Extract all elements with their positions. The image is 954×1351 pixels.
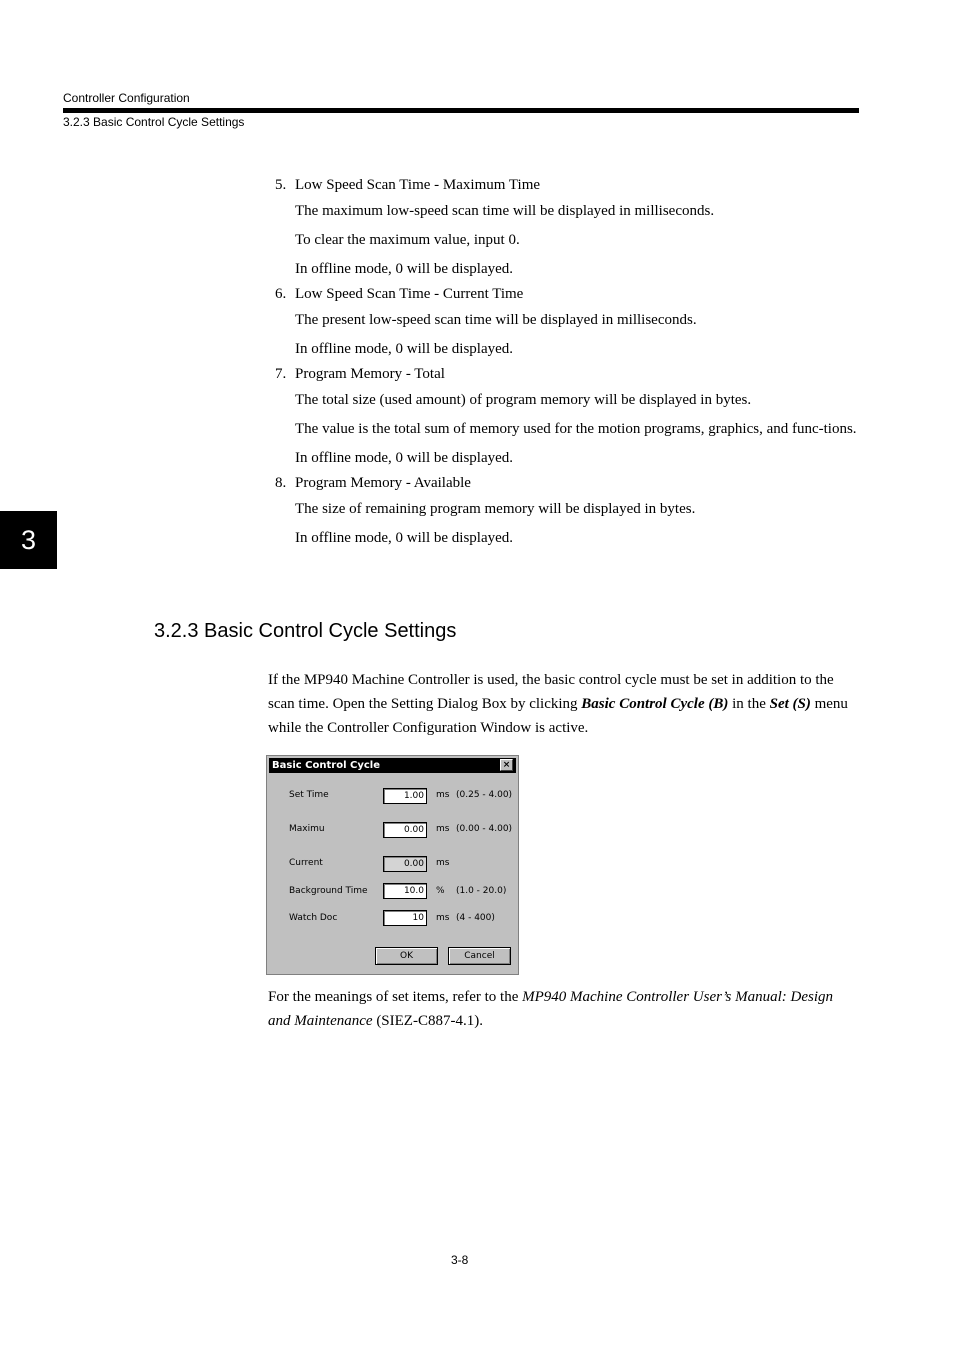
current-label: Current	[289, 858, 323, 868]
cancel-button[interactable]: Cancel	[448, 947, 511, 965]
item-number: 7.	[275, 366, 287, 382]
chapter-tab: 3	[0, 511, 57, 569]
menu-item-reference: Basic Control Cycle (B)	[581, 696, 729, 712]
item-paragraph: In offline mode, 0 will be displayed.	[295, 450, 514, 466]
reference-paragraph	[268, 985, 848, 1033]
section-heading: 3.2.3 Basic Control Cycle Settings	[154, 620, 457, 642]
watch-dog-unit: ms	[436, 913, 450, 923]
intro-paragraph	[268, 668, 858, 740]
list-item	[275, 283, 865, 363]
watch-dog-label: Watch Doc	[289, 913, 338, 923]
set-time-unit: ms	[436, 790, 450, 800]
dialog-title-bar	[269, 758, 516, 773]
list-item	[275, 174, 865, 283]
reference-text: (SIEZ-C887-4.1).	[372, 1013, 483, 1029]
item-list	[275, 174, 865, 552]
maximum-label: Maximu	[289, 824, 325, 834]
running-header-section: 3.2.3 Basic Control Cycle Settings	[63, 115, 245, 129]
watch-dog-input[interactable]: 10	[383, 910, 427, 926]
page-number: 3-8	[451, 1253, 469, 1267]
intro-text: If the MP940 Machine Controller is used, the basic control cycle must be set in addition to the scan time. Open the Setting Dialog Box by clicking	[268, 672, 834, 712]
item-title: Program Memory - Available	[295, 475, 471, 491]
set-time-input[interactable]: 1.00	[383, 788, 427, 804]
item-paragraph: In offline mode, 0 will be displayed.	[295, 530, 514, 546]
item-number: 5.	[275, 177, 287, 193]
current-unit: ms	[436, 858, 450, 868]
maximum-unit: ms	[436, 824, 450, 834]
current-field: 0.00	[383, 856, 427, 872]
maximum-range: (0.00 - 4.00)	[456, 824, 513, 834]
item-paragraph: In offline mode, 0 will be displayed.	[295, 261, 514, 277]
ok-button[interactable]: OK	[375, 947, 438, 965]
set-time-range: (0.25 - 4.00)	[456, 790, 513, 800]
header-rule	[63, 108, 859, 113]
dialog-title: Basic Control Cycle	[272, 760, 380, 771]
item-number: 8.	[275, 475, 287, 491]
watch-dog-range: (4 - 400)	[456, 913, 495, 923]
background-time-label: Background Time	[289, 886, 368, 896]
list-item	[275, 363, 865, 472]
item-paragraph: The total size (used amount) of program memory will be displayed in bytes.	[295, 392, 752, 408]
background-time-unit: %	[436, 886, 445, 896]
item-paragraph: The size of remaining program memory will be displayed in bytes.	[295, 501, 696, 517]
intro-text: menu while the Controller Configuration Window is active.	[268, 696, 848, 736]
item-paragraph: In offline mode, 0 will be displayed.	[295, 341, 514, 357]
menu-reference: Set (S)	[769, 696, 811, 712]
item-paragraph: The value is the total sum of memory used for the motion programs, graphics, and func-tions.	[295, 421, 857, 437]
intro-text: in the	[728, 696, 770, 712]
running-header-chapter: Controller Configuration	[63, 91, 190, 105]
close-icon[interactable]: ×	[500, 759, 513, 771]
item-title: Low Speed Scan Time - Maximum Time	[295, 177, 541, 193]
item-title: Low Speed Scan Time - Current Time	[295, 286, 524, 302]
background-time-input[interactable]: 10.0	[383, 883, 427, 899]
background-time-range: (1.0 - 20.0)	[456, 886, 507, 896]
item-paragraph: To clear the maximum value, input 0.	[295, 232, 520, 248]
set-time-label: Set Time	[289, 790, 329, 800]
item-paragraph: The present low-speed scan time will be displayed in milliseconds.	[295, 312, 697, 328]
manual-title: MP940 Machine Controller User’s Manual: Design and Maintenance	[268, 989, 834, 1029]
basic-control-cycle-dialog	[266, 755, 519, 975]
item-paragraph: The maximum low-speed scan time will be displayed in milliseconds.	[295, 203, 715, 219]
maximum-input[interactable]: 0.00	[383, 822, 427, 838]
item-number: 6.	[275, 286, 287, 302]
reference-text: For the meanings of set items, refer to the	[268, 989, 523, 1005]
item-title: Program Memory - Total	[295, 366, 445, 382]
list-item	[275, 472, 865, 552]
